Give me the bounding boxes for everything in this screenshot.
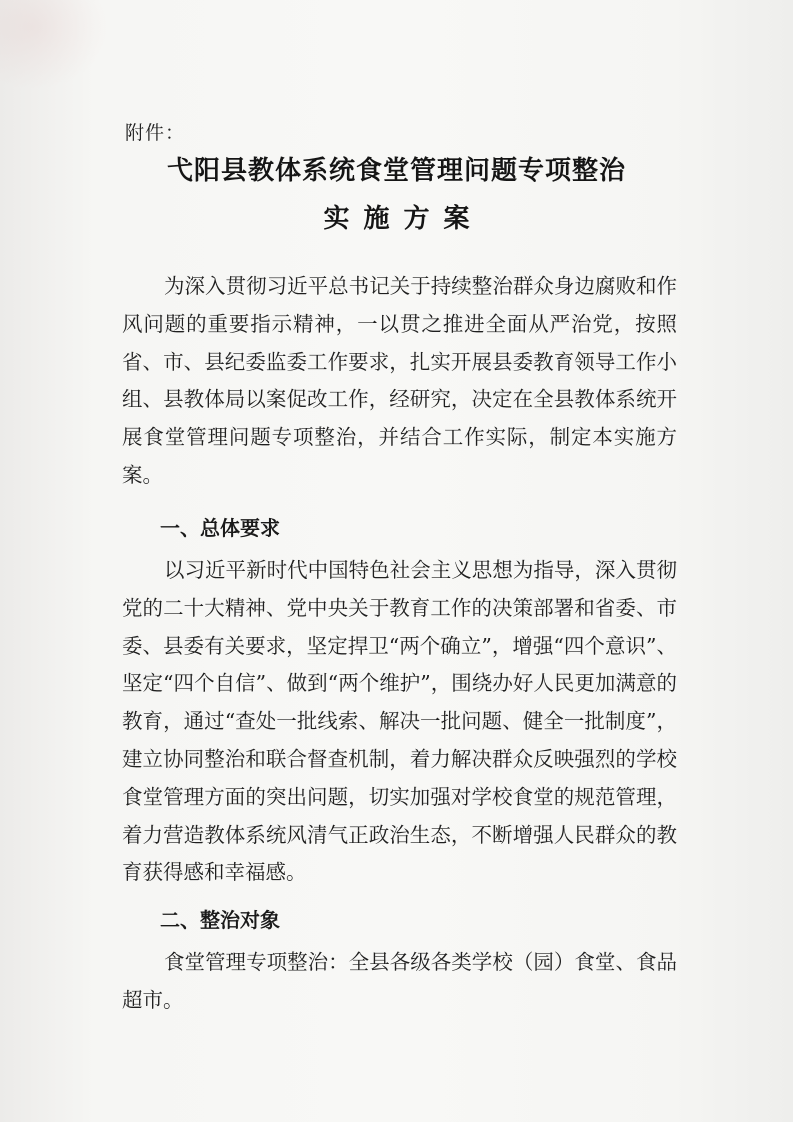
document-title: 弋阳县教体系统食堂管理问题专项整治 <box>166 156 626 186</box>
targets-paragraph: 食堂管理专项整治：全县各级各类学校（园）食堂、食品超市。 <box>122 950 677 1012</box>
document-subtitle: 实施方案 <box>323 204 484 234</box>
section-heading-targets: 二、整治对象 <box>160 908 280 932</box>
scan-stain <box>0 0 110 90</box>
annex-label: 附件： <box>125 122 186 144</box>
overall-requirements-paragraph: 以习近平新时代中国特色社会主义思想为指导，深入贯彻党的二十大精神、党中央关于教育工作的决策部署和省委、市委、县委有关要求，坚定捍卫“两个确立”，增强“四个意识”、坚定“四个自信”、做到“两个维护”，围绕办好人民更加满意的教育，通过“查处一批线索、解决一批问题、健全一批制度”，建立协同整治和联合督查机制，着力解决群众反映强烈的学校食堂管理方面的突出问题，切实加强对学校食堂的规范管理，着力营造教体系统风清气正政治生态，不断增强人民群众的教育获得感和幸福感。 <box>122 558 677 885</box>
intro-paragraph: 为深入贯彻习近平总书记关于持续整治群众身边腐败和作风问题的重要指示精神，一以贯之推进全面从严治党，按照省、市、县纪委监委工作要求，扎实开展县委教育领导工作小组、县教体局以案促改工作，经研究，决定在全县教体系统开展食堂管理问题专项整治，并结合工作实际，制定本实施方案。 <box>122 274 677 487</box>
section-heading-overall-requirements: 一、总体要求 <box>160 516 280 540</box>
